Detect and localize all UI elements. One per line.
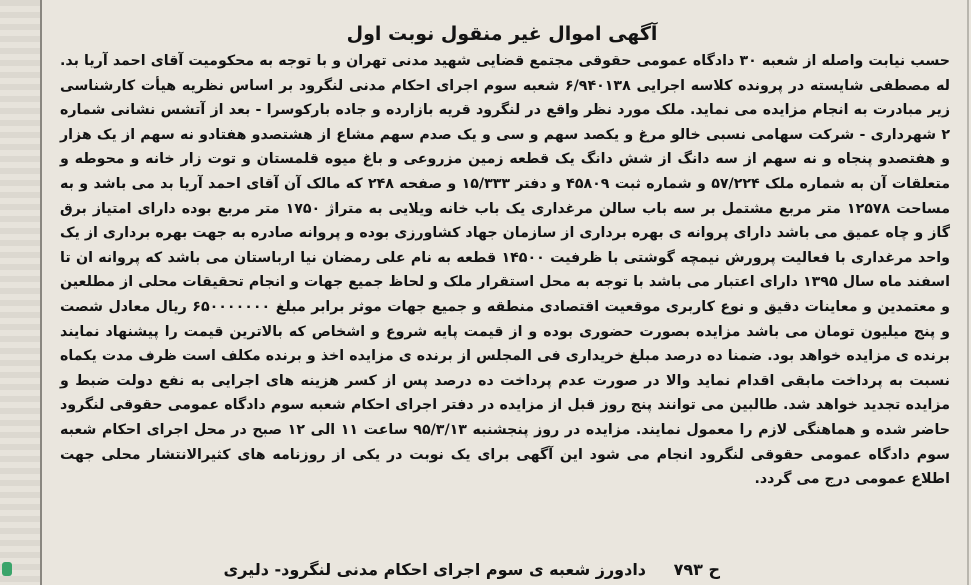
notice-signature: دادورز شعبه ی سوم اجرای احکام مدنی لنگرود- دلیری xyxy=(223,560,647,579)
notice-title: آگهی اموال غیر منقول نوبت اول xyxy=(346,23,658,45)
adjacent-column-edge xyxy=(0,0,40,585)
column-divider-right xyxy=(967,0,969,585)
column-divider xyxy=(40,0,42,585)
notice-reference-number: ح ۷۹۳ xyxy=(673,560,720,579)
green-marker xyxy=(2,562,12,576)
notice-body: حسب نیابت واصله از شعبه ۳۰ دادگاه عمومی حقوقی مجتمع قضایی شهید مدنی تهران و با توجه به محکومیت آقای احمد آریا بد. له مصطفی شایسته در پرونده کلاسه اجرایی ۶/۹۴۰۱۳۸ شعبه سوم اجرای احکام مدنی لنگرود بر اساس نظریه هیأت کارشناسی زیر مبادرت به انجام مزایده می نماید. ملک مورد نظر واقع در لنگرود قریه بازارده و جاده بارکوسرا - بعد از آتشس نشانی شماره ۲ شهرداری - شرکت سهامی نسبی خالو مرغ و یکصد سهم و سی و یک صدم سهم مشاع از هشتصدو هفتادو نه سهم از یک هزار و هفتصدو پنجاه و نه سهم از سه دانگ از شش دانگ یک قطعه زمین مزروعی و باغ میوه قلمستان و توت زار خانه و محوطه و متعلقات آن به شماره ملک ۵۷/۲۲۴ و شماره ثبت ۴۵۸۰۹ و دفتر ۱۵/۳۳۳ و صفحه ۲۴۸ که مالک آن آقای احمد آریا بد می باشد و به مساحت ۱۲۵۷۸ متر مربع مشتمل بر سه باب سالن مرغداری یک باب خانه ویلایی به متراژ ۱۷۵۰ متر مربع بوده دارای امتیاز برق گاز و چاه عمیق می باشد دارای پروانه ی بهره برداری از سازمان جهاد کشاورزی بوده و پروانه صادره به جهت بهره برداری از یک واحد مرغداری با فعالیت پرورش نیمچه گوشتی با ظرفیت ۱۴۵۰۰ قطعه به نام علی رمضان نیا ارباستان می باشد که پروانه ان تا اسفند ماه سال ۱۳۹۵ دارای اعتبار می باشد با توجه به محل استقرار ملک و لحاظ جمیع جهات و انجام تحقیقات محلی از مطلعین و معتمدین و معاینات دقیق و نوع کاربری موقعیت اقتصادی منطقه و جمیع جهات موثر برابر مبلغ ۶۵۰۰۰۰۰۰۰ ریال معادل شصت و پنج میلیون تومان می باشد مزایده بصورت حضوری بوده و از قیمت پایه شروع و اشخاص که بالاترین قیمت را پیشنهاد نمایند برنده ی مزایده خواهد بود. ضمنا ده درصد مبلغ خریداری فی المجلس از برنده ی مزایده اخذ و برنده مکلف است ظرف مدت یکماه نسبت به پرداخت مابقی اقدام نماید والا در صورت عدم پرداخت ده درصد پس از کسر هزینه های اجرایی به نفع دولت ضبط و مزایده تجدید خواهد شد. طالبین می توانند پنج روز قبل از مزایده در دفتر اجرای احکام شعبه سوم دادگاه عمومی حقوقی لنگرود حاضر شده و هماهنگی لازم را معمول نمایند. مزایده در روز پنجشنبه ۹۵/۳/۱۳ ساعت ۱۱ الی ۱۲ صبح در محل اجرای احکام شعبه سوم دادگاه عمومی حقوقی لنگرود انجام می شود این آگهی برای یک نوبت در یکی از روزنامه های کثیرالانتشار محلی جهت اطلاع عمومی درج می گردد. xyxy=(60,53,951,488)
notice-footer xyxy=(224,560,720,579)
auction-notice xyxy=(44,4,960,581)
